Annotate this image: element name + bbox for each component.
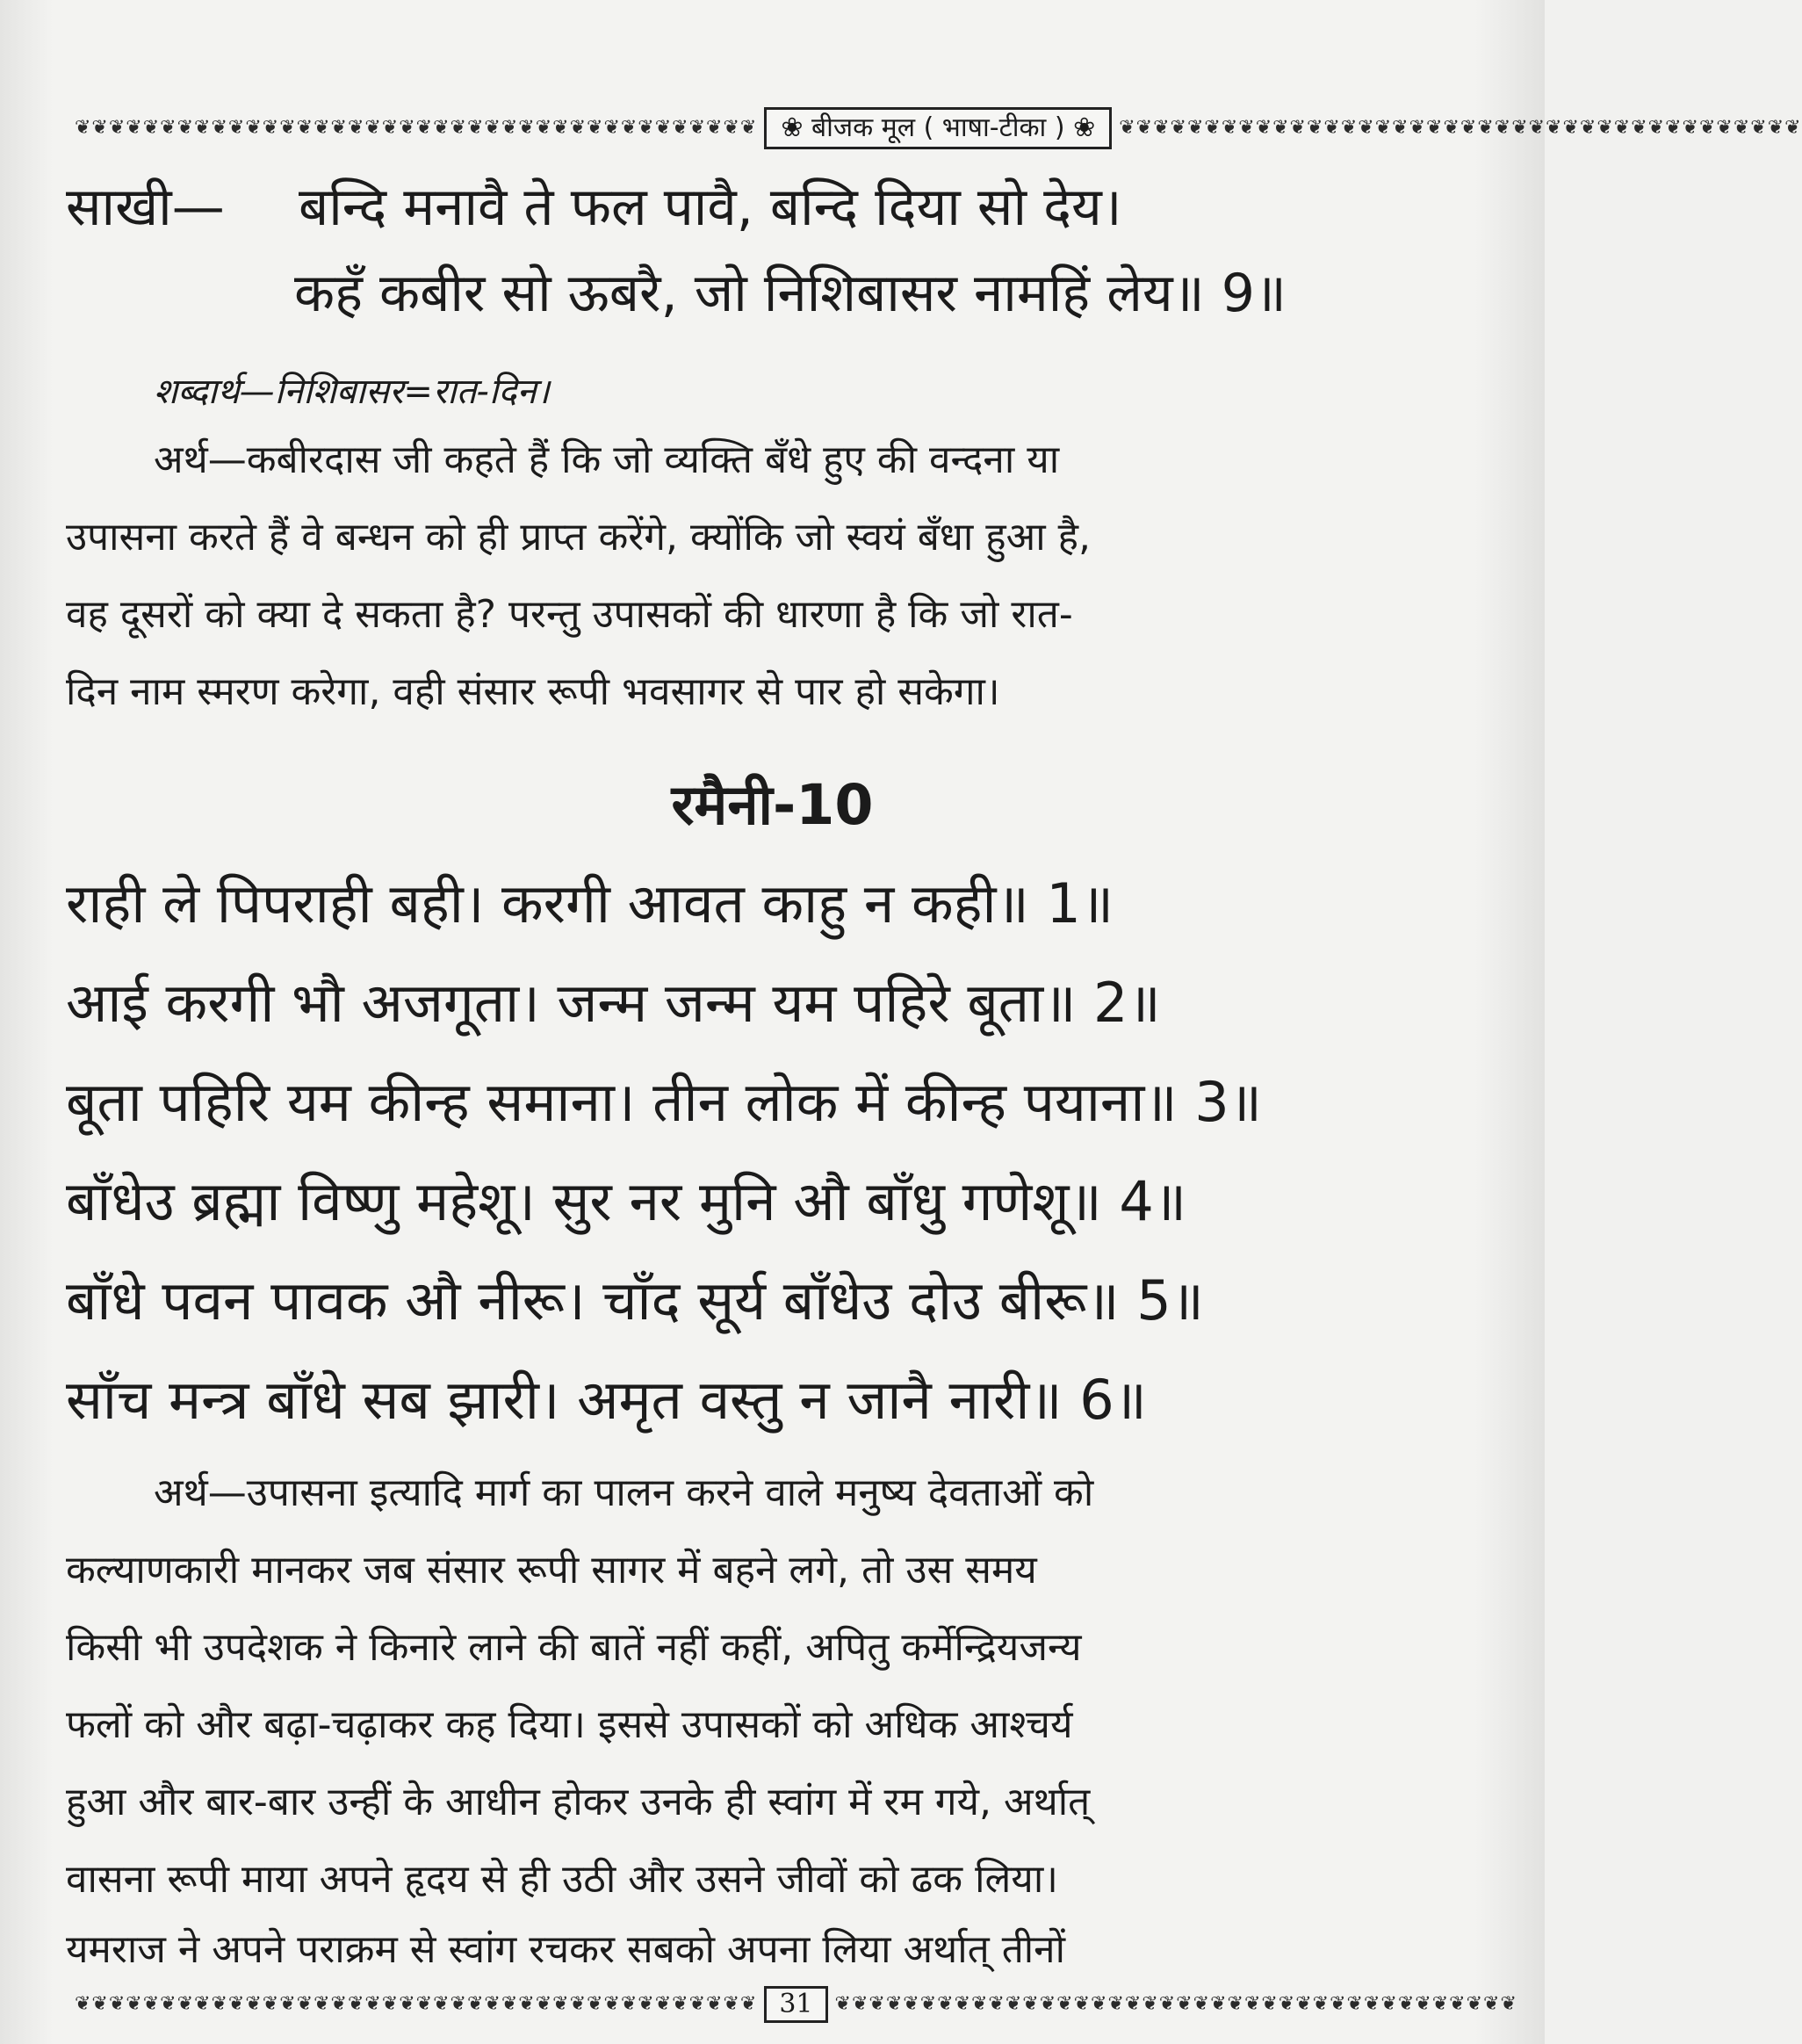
running-header: ❀ बीजक मूल ( भाषा-टीका ) ❀ [764,107,1112,149]
paragraph-line: दिन नाम स्मरण करेगा, वही संसार रूपी भवसागर से पार हो सकेगा। [66,669,1000,714]
sakhi-line-2: कहँ कबीर सो ऊबरै, जो निशिबासर नामहिं लेय॥ 9॥ [294,263,1287,324]
sakhi-text-1: बन्दि मनावै ते फल पावै, बन्दि दिया सो देय। [299,177,1122,238]
verse-line: आई करगी भौ अजगूता। जन्म जन्म यम पहिरे बूता॥ 2॥ [66,971,1161,1035]
verse-line: साँच मन्त्र बाँधे सब झारी। अमृत वस्तु न जानै नारी॥ 6॥ [66,1368,1147,1432]
verse-line: बूता पहिरि यम कीन्ह समाना। तीन लोक में कीन्ह पयाना॥ 3॥ [66,1070,1262,1134]
paragraph-line: वह दूसरों को क्या दे सकता है? परन्तु उपासकों की धारणा है कि जो रात- [66,592,1073,637]
header-ornament-row [75,111,1802,146]
footer-ornament-row [75,1987,1517,2022]
paragraph-line: उपासना करते हैं वे बन्धन को ही प्राप्त करेंगे, क्योंकि जो स्वयं बँधा हुआ है, [66,515,1091,560]
paragraph-line: अर्थ—कबीरदास जी कहते हैं कि जो व्यक्ति बँधे हुए की वन्दना या [154,437,1060,482]
paragraph-line: फलों को और बढ़ा-चढ़ाकर कह दिया। इससे उपासकों को अधिक आश्चर्य [66,1702,1073,1747]
ornament-border-right: ❦❦❦❦❦❦❦❦❦❦❦❦❦❦❦❦❦❦❦❦❦❦❦❦❦❦❦❦❦❦❦❦❦❦❦❦❦❦❦❦ [834,1993,1517,2015]
ornament-border-right: ❦❦❦❦❦❦❦❦❦❦❦❦❦❦❦❦❦❦❦❦❦❦❦❦❦❦❦❦❦❦❦❦❦❦❦❦❦❦❦❦ [1119,117,1802,139]
paragraph-line: वासना रूपी माया अपने हृदय से ही उठी और उसने जीवों को ढक लिया। [66,1857,1058,1902]
paragraph-line: हुआ और बार-बार उन्हीं के आधीन होकर उनके ही स्वांग में रम गये, अर्थात् [66,1780,1091,1824]
sakhi-line-1 [66,169,1122,241]
verse-line: राही ले पिपराही बही। करगी आवत काहु न कही॥ 1॥ [66,871,1114,935]
verse-line: बाँधे पवन पावक औ नीरू। चाँद सूर्य बाँधेउ दोउ बीरू॥ 5॥ [66,1268,1204,1333]
paragraph-line: किसी भी उपदेशक ने किनारे लाने की बातें नहीं कहीं, अपितु कर्मेन्द्रियजन्य [66,1625,1082,1670]
section-title: रमैनी-10 [671,772,874,837]
sakhi-label: साखी— [66,177,225,238]
page-number: 31 [764,1986,827,2023]
ornament-border-left: ❦❦❦❦❦❦❦❦❦❦❦❦❦❦❦❦❦❦❦❦❦❦❦❦❦❦❦❦❦❦❦❦❦❦❦❦❦❦❦❦ [75,117,758,139]
word-meaning: शब्दार्थ—निशिबासर=रात-दिन। [154,372,550,412]
paragraph-line: कल्याणकारी मानकर जब संसार रूपी सागर में बहने लगे, तो उस समय [66,1548,1037,1593]
paragraph-line: अर्थ—उपासना इत्यादि मार्ग का पालन करने वाले मनुष्य देवताओं को [154,1470,1094,1515]
paragraph-line: यमराज ने अपने पराक्रम से स्वांग रचकर सबको अपना लिया अर्थात् तीनों [66,1927,1065,1972]
verse-line: बाँधेउ ब्रह्मा विष्णु महेशू। सुर नर मुनि औ बाँधु गणेशू॥ 4॥ [66,1169,1186,1233]
ornament-border-left: ❦❦❦❦❦❦❦❦❦❦❦❦❦❦❦❦❦❦❦❦❦❦❦❦❦❦❦❦❦❦❦❦❦❦❦❦❦❦❦❦ [75,1993,758,2015]
